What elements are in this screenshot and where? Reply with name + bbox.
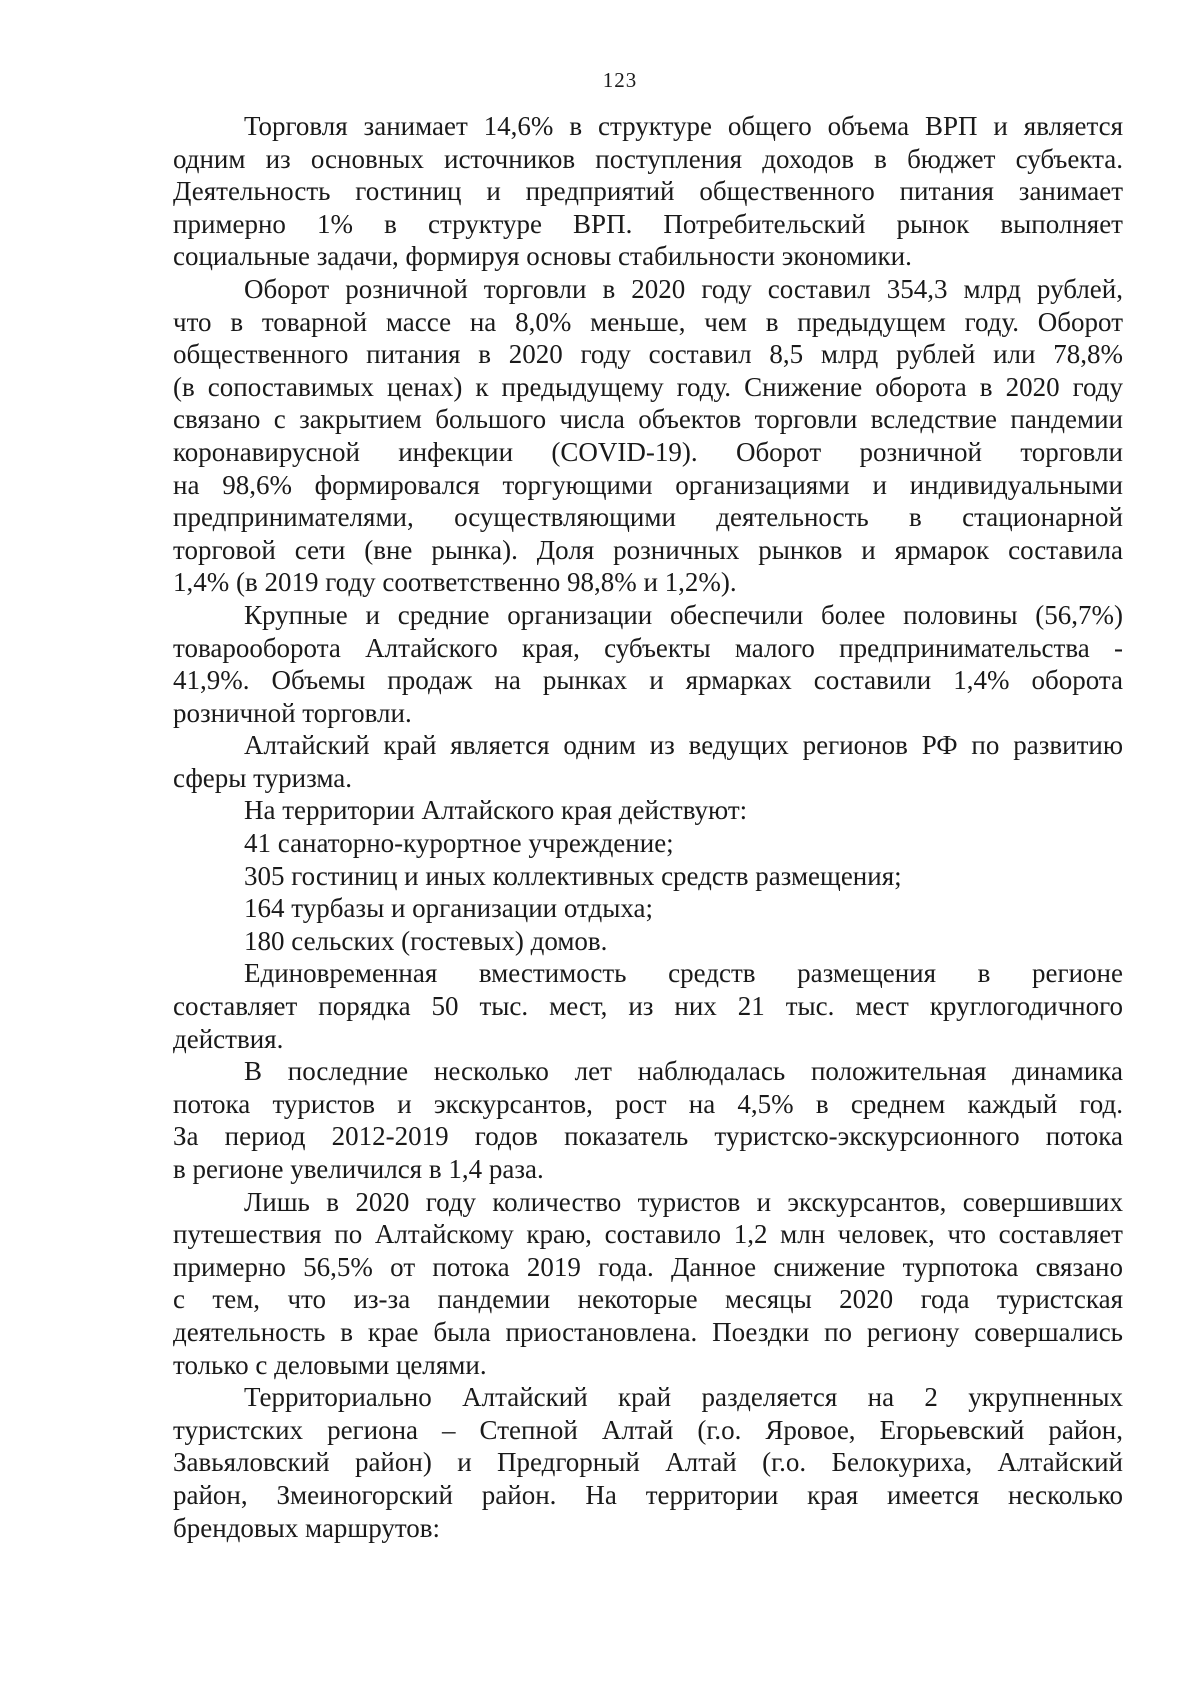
text-line: на 98,6% формировался торгующими организациями и индивидуальными — [173, 469, 1123, 500]
text-line: Единовременная вместимость средств размещения в регионе — [244, 958, 1123, 989]
text-line: На территории Алтайского края действуют: — [244, 795, 748, 826]
text-line: 305 гостиниц и иных коллективных средств размещения; — [244, 860, 902, 891]
text-line: За период 2012-2019 годов показатель туристско-экскурсионного потока — [173, 1121, 1123, 1152]
text-line: Территориально Алтайский край разделяется на 2 укрупненных — [244, 1382, 1123, 1413]
text-line: составляет порядка 50 тыс. мест, из них 21 тыс. мест круглогодичного — [173, 991, 1123, 1022]
text-line: (в сопоставимых ценах) к предыдущему году. Снижение оборота в 2020 году — [173, 371, 1123, 402]
text-line: район, Змеиногорский район. На территории края имеется несколько — [173, 1479, 1123, 1510]
text-line: сферы туризма. — [173, 762, 352, 793]
text-line: общественного питания в 2020 году составил 8,5 млрд рублей или 78,8% — [173, 339, 1123, 370]
text-line: предпринимателями, осуществляющими деятельность в стационарной — [173, 502, 1123, 533]
text-line: только с деловыми целями. — [173, 1349, 487, 1380]
text-line: в регионе увеличился в 1,4 раза. — [173, 1154, 544, 1184]
text-line: путешествия по Алтайскому краю, составило 1,2 млн человек, что составляет — [173, 1219, 1123, 1250]
text-line: Торговля занимает 14,6% в структуре общего объема ВРП и является — [244, 111, 1123, 141]
text-line: коронавирусной инфекции (COVID-19). Оборот розничной торговли — [173, 436, 1123, 467]
text-line: с тем, что из-за пандемии некоторые месяцы 2020 года туристская — [173, 1284, 1123, 1315]
document-body — [173, 110, 1123, 1544]
text-line: примерно 56,5% от потока 2019 года. Данное снижение турпотока связано — [173, 1251, 1123, 1282]
text-line: торговой сети (вне рынка). Доля розничных рынков и ярмарок составила — [173, 534, 1123, 565]
text-line: туристских региона – Степной Алтай (г.о. Яровое, Егорьевский район, — [173, 1414, 1123, 1445]
text-line: Завьяловский район) и Предгорный Алтай (г.о. Белокуриха, Алтайский — [173, 1447, 1123, 1478]
text-line: связано с закрытием большого числа объектов торговли вследствие пандемии — [173, 404, 1123, 435]
text-line: что в товарной массе на 8,0% меньше, чем в предыдущем году. Оборот — [173, 306, 1123, 337]
text-line: 41 санаторно-курортное учреждение; — [244, 828, 674, 859]
text-line: 41,9%. Объемы продаж на рынках и ярмарках составили 1,4% оборота — [173, 665, 1123, 696]
text-line: деятельность в крае была приостановлена. Поездки по региону совершались — [173, 1316, 1123, 1347]
text-line: Крупные и средние организации обеспечили более половины (56,7%) — [244, 599, 1123, 630]
text-line: 180 сельских (гостевых) домов. — [244, 925, 608, 956]
text-line: социальные задачи, формируя основы стабильности экономики. — [173, 241, 912, 272]
text-line: одним из основных источников поступления доходов в бюджет субъекта. — [173, 143, 1123, 174]
text-line: брендовых маршрутов: — [173, 1512, 441, 1543]
text-line: Оборот розничной торговли в 2020 году составил 354,3 млрд рублей, — [244, 273, 1123, 304]
text-line: действия. — [173, 1023, 284, 1054]
text-line: Лишь в 2020 году количество туристов и экскурсантов, совершивших — [244, 1186, 1123, 1217]
page-number: 123 — [602, 68, 638, 92]
text-line: розничной торговли. — [173, 697, 412, 728]
text-line: примерно 1% в структуре ВРП. Потребительский рынок выполняет — [173, 208, 1123, 239]
text-line: 164 турбазы и организации отдыха; — [244, 893, 653, 924]
text-line: 1,4% (в 2019 году соответственно 98,8% и 1,2%). — [173, 567, 737, 598]
text-line: Деятельность гостиниц и предприятий общественного питания занимает — [173, 176, 1123, 207]
text-line: Алтайский край является одним из ведущих регионов РФ по развитию — [244, 730, 1123, 761]
text-line: товарооборота Алтайского края, субъекты малого предпринимательства - — [173, 632, 1123, 663]
text-line: В последние несколько лет наблюдалась положительная динамика — [244, 1056, 1123, 1087]
text-line: потока туристов и экскурсантов, рост на 4,5% в среднем каждый год. — [173, 1088, 1123, 1119]
